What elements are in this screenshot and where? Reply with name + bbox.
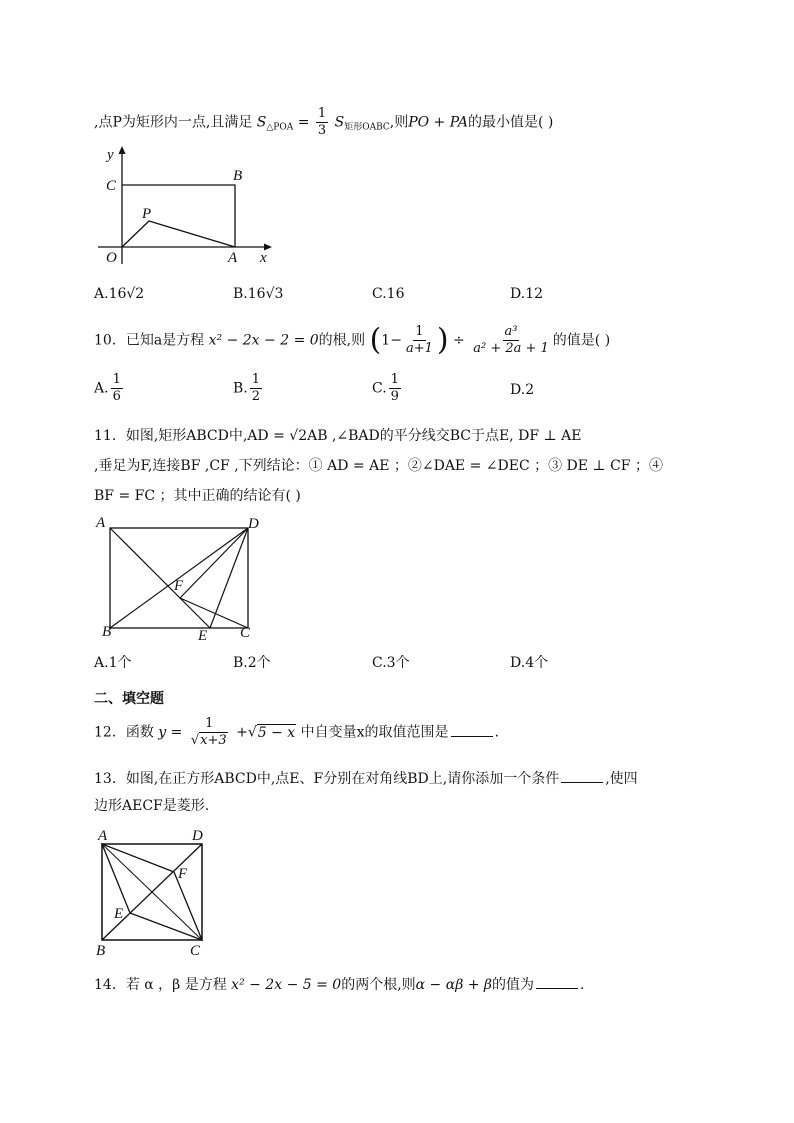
q9-option-a[interactable] (94, 286, 144, 302)
q9-s-left: S (256, 114, 267, 131)
q12-number: 12． (94, 724, 126, 741)
q10-frac2-den: a² + 2a + 1 (473, 341, 549, 356)
q14-end: . (580, 977, 585, 993)
q9-option-c[interactable] (372, 286, 405, 302)
option-label: C. (372, 380, 387, 397)
q11-option-c[interactable] (372, 652, 410, 672)
q11-option-a[interactable] (94, 652, 131, 672)
q9-statement (94, 106, 553, 139)
option-text: 2个 (247, 655, 271, 671)
q11-figure (94, 514, 264, 644)
q9-figure (94, 140, 284, 270)
option-text: 2 (525, 382, 535, 398)
label-f: F (174, 578, 184, 594)
frac-num: 1 (112, 372, 121, 387)
q12-fraction (189, 716, 230, 749)
q13-line-2: 边形AECF是菱形. (94, 798, 210, 814)
q9-s-left-sub: △POA (266, 122, 294, 133)
rectangle-oabc (122, 185, 235, 247)
option-text: 1个 (108, 655, 132, 671)
label-x: x (260, 250, 267, 266)
q12-y-eq: y = (158, 724, 183, 741)
q11-option-b[interactable] (233, 652, 271, 672)
q9-s-right: S (334, 114, 345, 131)
option-text: 16√3 (247, 286, 284, 302)
q13-line1-pre: 13．如图,在正方形ABCD中,点E、F分别在对角线BD上,请你添加一个条件 (94, 771, 560, 787)
option-label: B. (233, 655, 248, 671)
label-p: P (142, 206, 152, 222)
q9-expr: PO + PA (408, 114, 468, 131)
q10-equation: x² − 2x − 2 = 0 (208, 332, 319, 349)
q9-option-d[interactable] (510, 286, 543, 302)
q14-pre: 14．若 α ，β 是方程 (94, 977, 227, 993)
q10-div: ÷ (453, 332, 465, 349)
q10-option-c[interactable] (372, 372, 403, 405)
label-a: A (228, 250, 238, 266)
q14-mid: 的两个根,则 (341, 977, 416, 993)
q10-option-a[interactable] (94, 372, 125, 405)
label-c: C (190, 943, 201, 959)
frac-den: 9 (390, 389, 399, 404)
q10-frac1 (404, 324, 435, 357)
option-fraction (389, 372, 401, 405)
label-b: B (233, 168, 243, 184)
q9-eq: = (297, 114, 310, 131)
frac-num: 1 (390, 372, 399, 387)
option-text: 3个 (386, 655, 410, 671)
q12-end: . (494, 724, 499, 741)
q11-line-3: BF = FC ；其中正确的结论有( ) (94, 488, 301, 504)
option-text: 16 (386, 286, 405, 302)
q13-figure (94, 824, 214, 960)
frac-den: 2 (251, 389, 261, 404)
option-text: 12 (525, 286, 544, 302)
option-label: A. (94, 380, 109, 397)
label-o: O (106, 250, 117, 266)
q10-number: 10． (94, 332, 126, 349)
q12-sqrt-arg: 5 − x (257, 724, 296, 741)
label-y: y (107, 147, 114, 163)
q14-post: 的值为 (492, 977, 535, 993)
q12-pre: 函数 (125, 724, 154, 741)
q10-statement: 10．已知a是方程 x² − 2x − 2 = 0的根,则 (1− $\frac{1}{a+1}$ ) ÷ $\frac{\text{a³}}{\text{a² + 2a + 1}}$ 的值是( ) (94, 322, 611, 358)
q12-frac-den: √x+3 (190, 733, 227, 748)
q12-answer-blank[interactable] (451, 722, 493, 737)
q9-s-right-sub: 矩形OABC (344, 122, 390, 133)
q9-intro: ,点P为矩形内一点,且满足 (94, 114, 253, 131)
q12-sqrt: √5 − x (247, 724, 296, 741)
label-f: F (178, 866, 188, 882)
frac-num: 1 (251, 372, 261, 387)
q14-expr: α − αβ + β (415, 977, 493, 993)
q10-pre: 已知a是方程 (125, 332, 205, 349)
segment-df (180, 528, 248, 598)
option-text: 16√2 (108, 286, 145, 302)
q12-frac-den-arg: x+3 (200, 733, 227, 748)
q9-fraction (316, 106, 328, 139)
option-label: C. (372, 286, 387, 302)
option-label: C. (372, 655, 387, 671)
q12-post: 中自变量x的取值范围是 (300, 724, 449, 741)
q10-expr-a: 1− (381, 332, 402, 349)
label-e: E (198, 628, 208, 644)
q10-frac2-num: a³ (504, 324, 518, 339)
label-a: A (96, 515, 106, 531)
q9-option-b[interactable] (233, 286, 283, 302)
q9-end: 的最小值是( ) (467, 114, 554, 131)
option-fraction (250, 372, 262, 405)
q12-frac-num: 1 (205, 716, 214, 731)
section-fill-in-blank-title: 二、填空题 (94, 691, 164, 707)
frac-den: 6 (112, 389, 121, 404)
label-e: E (114, 906, 124, 922)
option-label: A. (94, 286, 109, 302)
segment-fc (180, 598, 248, 628)
y-axis-arrow (119, 146, 126, 154)
q9-frac-num: 1 (317, 106, 327, 121)
q10-option-d[interactable] (510, 382, 534, 398)
option-fraction (111, 372, 123, 405)
label-b: B (102, 624, 112, 640)
label-d: D (248, 516, 259, 532)
q14-answer-blank[interactable] (536, 974, 578, 989)
q10-frac1-num: 1 (415, 324, 424, 339)
label-c: C (106, 178, 117, 194)
label-b: B (96, 943, 106, 959)
q12-plus: + (236, 724, 248, 741)
q13-line-1 (94, 768, 638, 789)
label-a: A (98, 828, 108, 844)
q11-line-2: ,垂足为F,连接BF ,CF ,下列结论：① AD = AE ；②∠DAE = ∠DEC ；③ DE ⊥ CF ；④ (94, 458, 663, 474)
segment-de (210, 528, 248, 628)
q13-answer-blank[interactable] (561, 768, 603, 783)
q13-line1-post: ,使四 (605, 771, 638, 787)
q9-tail: ,则 (389, 114, 409, 131)
segment-ae (110, 528, 210, 628)
q11-line-1: 11．如图,矩形ABCD中,AD = √2AB ,∠BAD的平分线交BC于点E, DF ⊥ AE (94, 428, 582, 444)
q10-option-b[interactable] (233, 372, 264, 405)
option-label: B. (233, 286, 248, 302)
option-label: A. (94, 655, 109, 671)
q10-frac1-den: a+1 (405, 341, 433, 356)
segments-op-pa (122, 221, 235, 247)
q14-statement (94, 974, 584, 995)
q10-mid: 的根,则 (318, 332, 366, 349)
label-c: C (240, 625, 251, 641)
option-label: B. (233, 380, 248, 397)
option-text: 4个 (525, 655, 549, 671)
q12-statement (94, 716, 499, 749)
label-d: D (192, 828, 203, 844)
option-label: D. (510, 382, 526, 398)
q14-equation: x² − 2x − 5 = 0 (231, 977, 342, 993)
q10-frac2 (471, 324, 551, 357)
q9-frac-den: 3 (317, 123, 327, 138)
option-label: D. (510, 286, 526, 302)
q11-option-d[interactable] (510, 652, 548, 672)
q10-end: 的值是( ) (552, 332, 611, 349)
option-label: D. (510, 655, 526, 671)
